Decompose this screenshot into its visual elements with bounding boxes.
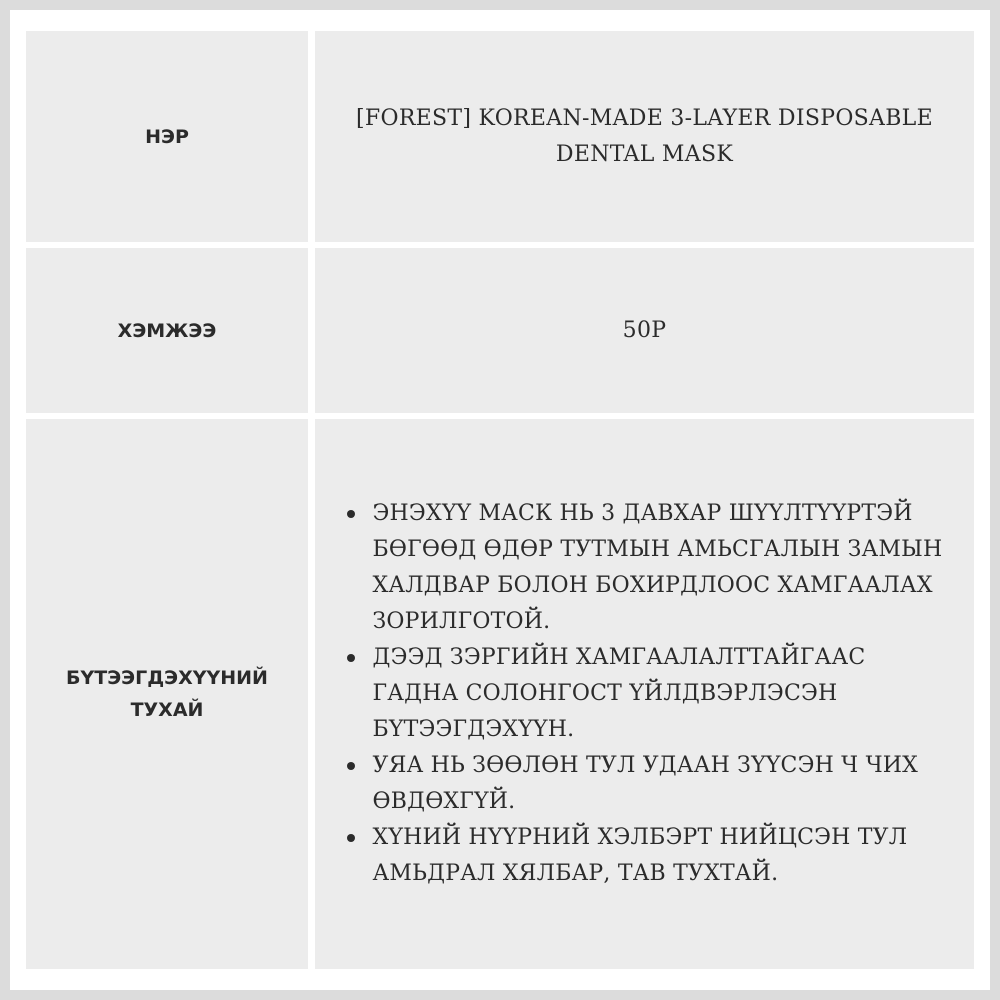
bullet-item [345, 748, 945, 820]
bullet-item [345, 640, 945, 748]
name-label: НЭР [145, 125, 189, 148]
bullet-dot-icon [347, 762, 355, 770]
bullet-text: УЯА НЬ ЗӨӨЛӨН ТУЛ УДААН ЗҮҮСЭН Ч ЧИХ ӨВДӨХГҮЙ. [372, 753, 919, 814]
name-value-cell [315, 31, 974, 242]
bullet-text: ЭНЭХҮҮ МАСК НЬ 3 ДАВХАР ШҮҮЛТҮҮРТЭЙ БӨГӨӨД ӨДӨР ТУТМЫН АМЬСГАЛЫН ЗАМЫН ХАЛДВАР БОЛОН БОХИРДЛООС ХАМГААЛАХ ЗОРИЛГОТОЙ. [372, 501, 943, 634]
bullet-text: ХҮНИЙ НҮҮРНИЙ ХЭЛБЭРТ НИЙЦСЭН ТУЛ АМЬДРАЛ ХЯЛБАР, ТАВ ТУХТАЙ. [372, 825, 908, 886]
size-label-cell [26, 248, 308, 413]
product-info-table [10, 10, 990, 990]
bullet-dot-icon [347, 654, 355, 662]
bullet-dot-icon [347, 510, 355, 518]
about-bullet-list [345, 496, 945, 892]
size-label: ХЭМЖЭЭ [117, 319, 217, 342]
about-label: БҮТЭЭГДЭХҮҮНИЙ ТУХАЙ [66, 667, 268, 721]
about-label-cell [26, 419, 308, 969]
bullet-item [345, 820, 945, 892]
size-value: 50P [622, 317, 667, 343]
name-value: [FOREST] KOREAN-MADE 3-LAYER DISPOSABLE DENTAL MASK [356, 105, 933, 167]
size-value-cell [315, 248, 974, 413]
name-label-cell [26, 31, 308, 242]
bullet-text: ДЭЭД ЗЭРГИЙН ХАМГААЛАЛТТАЙГААС ГАДНА СОЛОНГОСТ ҮЙЛДВЭРЛЭСЭН БҮТЭЭГДЭХҮҮН. [372, 645, 866, 742]
bullet-item [345, 496, 945, 640]
bullet-dot-icon [347, 834, 355, 842]
about-value-cell [315, 419, 974, 969]
